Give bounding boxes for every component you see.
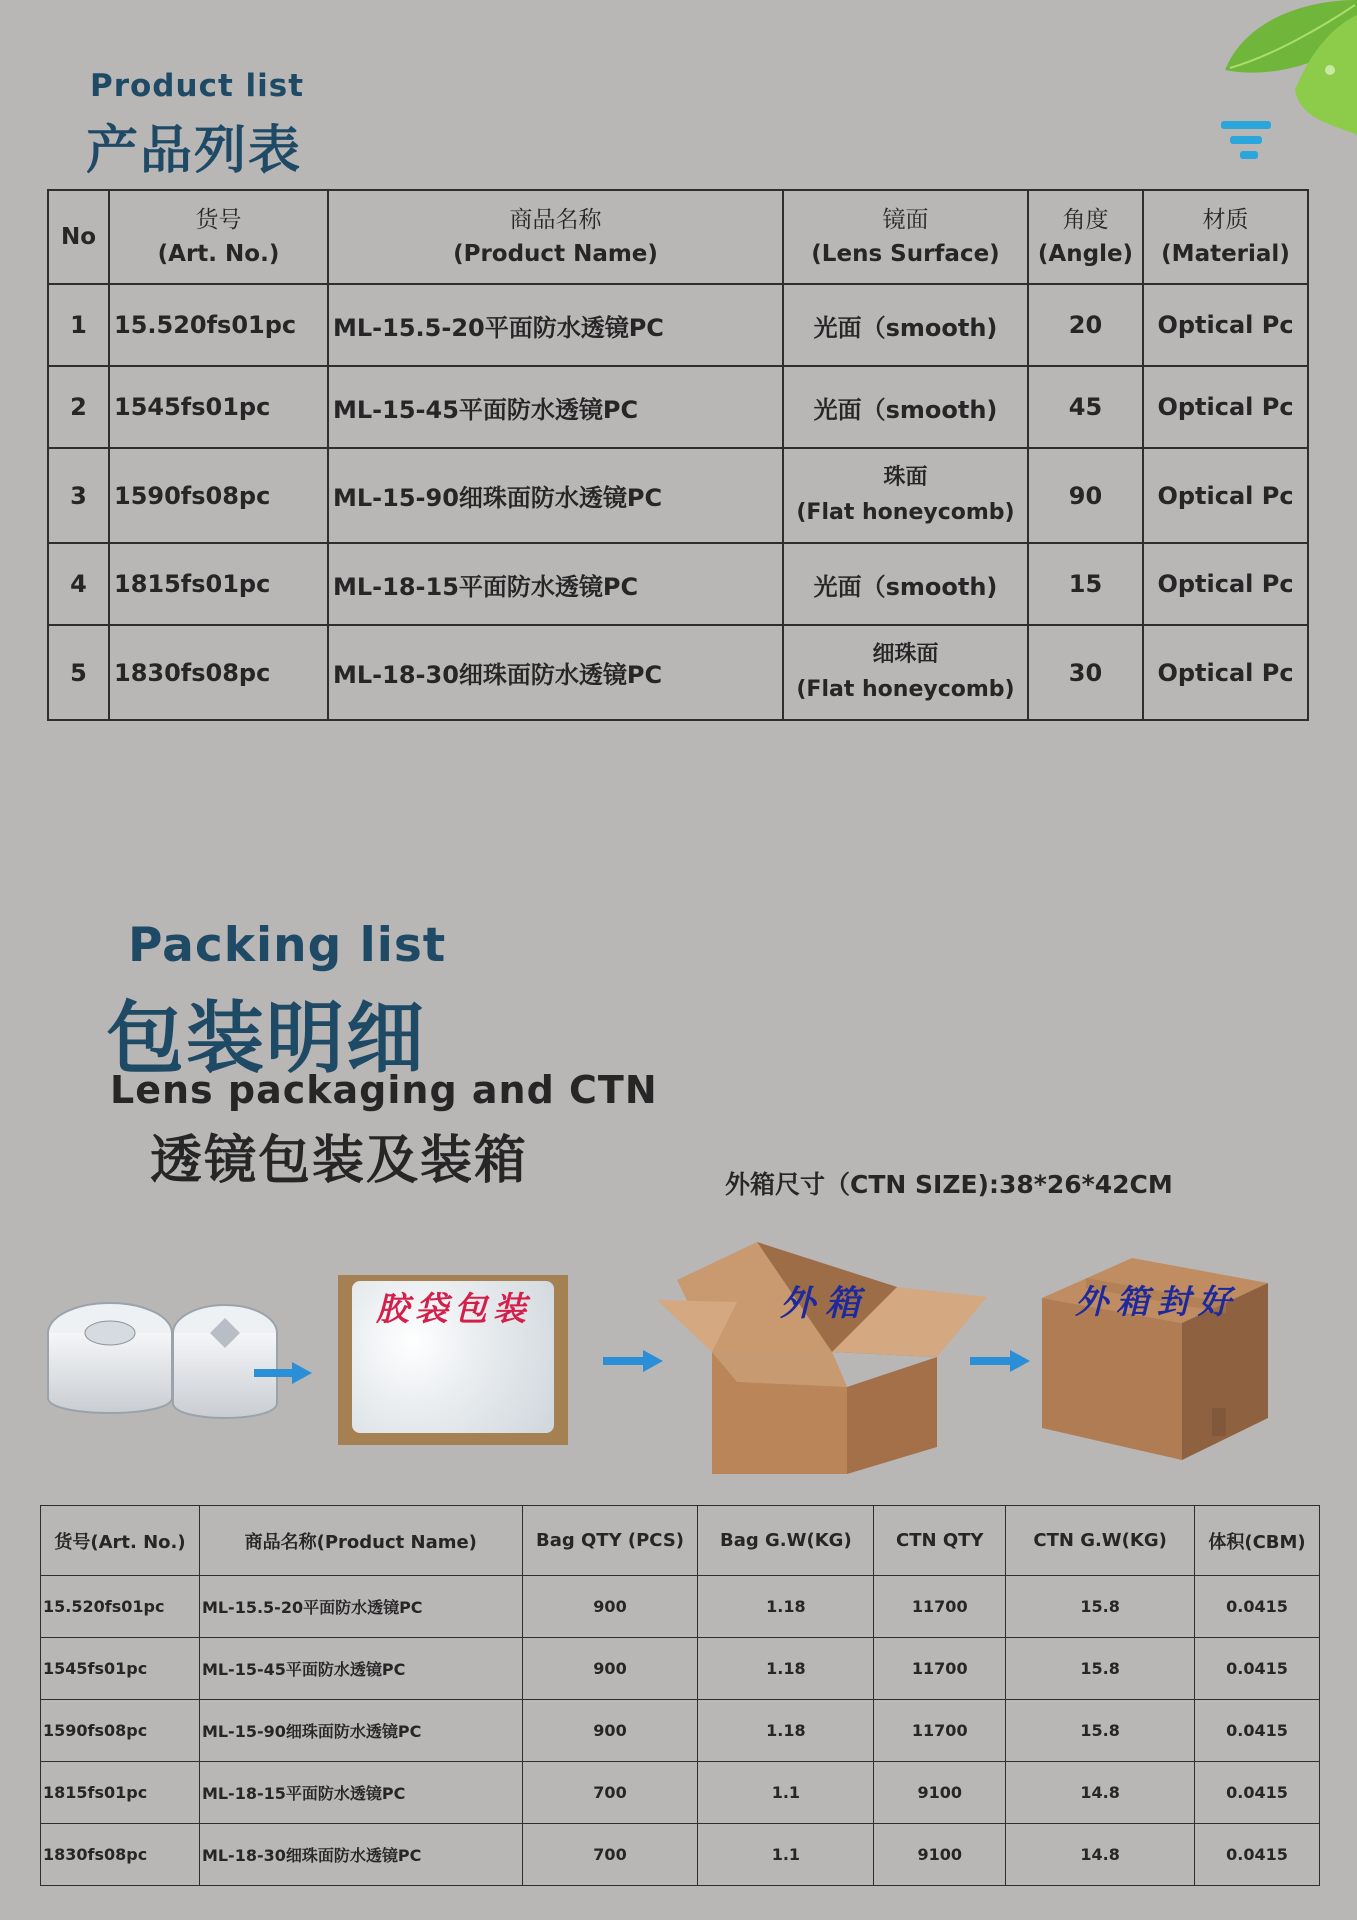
col-header-angle-cn: 角度 (1062, 206, 1109, 233)
cell-material: Optical Pc (1143, 366, 1308, 448)
cell-bag-gw: 1.18 (698, 1700, 874, 1762)
cell-bag-qty: 700 (522, 1762, 698, 1824)
product-table (47, 189, 1309, 721)
cell-no: 3 (48, 448, 109, 543)
cell-art: 1545fs01pc (41, 1638, 200, 1700)
col-header-ctn-gw: CTN G.W(KG) (1006, 1506, 1195, 1576)
packing-title-cn: 包装明细 (106, 994, 427, 1084)
cell-ctn-gw: 14.8 (1006, 1762, 1195, 1824)
col-header-ctn-qty: CTN QTY (874, 1506, 1006, 1576)
col-header-bag-gw: Bag G.W(KG) (698, 1506, 874, 1576)
bag-label: 胶袋包装 (376, 1289, 532, 1328)
cell-name: ML-15-45平面防水透镜PC (328, 366, 783, 448)
product-title-en: Product list (90, 68, 305, 104)
cell-name: ML-15-45平面防水透镜PC (199, 1638, 522, 1700)
cell-material: Optical Pc (1143, 284, 1308, 366)
packaging-subtitle-en: Lens packaging and CTN (110, 1068, 658, 1112)
packing-header-row (41, 1506, 1320, 1576)
col-header-art-en: (Art. No.) (157, 241, 280, 267)
product-title-cn: 产品列表 (86, 121, 303, 181)
packing-row (41, 1638, 1320, 1700)
cell-surface-en: smooth) (885, 572, 998, 601)
col-header-cbm: 体积(CBM) (1195, 1506, 1320, 1576)
product-header-row (48, 190, 1308, 284)
cell-no: 4 (48, 543, 109, 625)
cell-name: ML-15.5-20平面防水透镜PC (328, 284, 783, 366)
col-header-name-en: (Product Name) (453, 241, 658, 267)
col-header-art-cn: 货号 (195, 206, 242, 233)
cell-name: ML-15-90细珠面防水透镜PC (328, 448, 783, 543)
cell-angle: 90 (1028, 448, 1143, 543)
cell-cbm: 0.0415 (1195, 1762, 1320, 1824)
carton-label: 外箱 (780, 1283, 871, 1324)
cell-art: 1815fs01pc (41, 1762, 200, 1824)
product-row (48, 625, 1308, 720)
col-header-name (328, 190, 783, 284)
cell-surface-en: smooth) (885, 395, 998, 424)
cell-material: Optical Pc (1143, 543, 1308, 625)
cell-art: 1815fs01pc (109, 543, 328, 625)
col-header-no-label: No (60, 223, 97, 250)
cell-art: 1545fs01pc (109, 366, 328, 448)
product-row (48, 366, 1308, 448)
packing-row (41, 1762, 1320, 1824)
cell-name: ML-18-30细珠面防水透镜PC (328, 625, 783, 720)
cell-art: 15.520fs01pc (41, 1576, 200, 1638)
cell-ctn-gw: 15.8 (1006, 1576, 1195, 1638)
ctn-size-label: 外箱尺寸（CTN SIZE):38*26*42CM (725, 1170, 1173, 1199)
cell-ctn-gw: 15.8 (1006, 1700, 1195, 1762)
cell-surface (783, 366, 1028, 448)
cell-bag-gw: 1.18 (698, 1638, 874, 1700)
cell-surface-cn: 光面（ (813, 395, 886, 424)
cell-name: ML-18-30细珠面防水透镜PC (199, 1824, 522, 1886)
cell-bag-qty: 700 (522, 1824, 698, 1886)
cell-surface (783, 625, 1028, 720)
col-header-material-cn: 材质 (1202, 206, 1249, 233)
bag-package-image (338, 1275, 568, 1445)
cell-angle: 45 (1028, 366, 1143, 448)
cell-bag-qty: 900 (522, 1700, 698, 1762)
cell-bag-qty: 900 (522, 1638, 698, 1700)
filter-icon (1218, 118, 1274, 164)
cell-material: Optical Pc (1143, 448, 1308, 543)
arrow-icon (254, 1362, 312, 1384)
cell-angle: 30 (1028, 625, 1143, 720)
product-row (48, 448, 1308, 543)
cell-surface (783, 543, 1028, 625)
cell-surface-cn: 珠面 (883, 465, 928, 491)
col-header-angle (1028, 190, 1143, 284)
cell-surface-cn: 光面（ (813, 313, 886, 342)
cell-cbm: 0.0415 (1195, 1824, 1320, 1886)
packaging-subtitle-cn: 透镜包装及装箱 (150, 1131, 529, 1191)
arrow-icon (970, 1350, 1030, 1372)
cell-name: ML-18-15平面防水透镜PC (328, 543, 783, 625)
col-header-name: 商品名称(Product Name) (199, 1506, 522, 1576)
cell-surface-cn: 光面（ (813, 572, 886, 601)
cell-bag-gw: 1.1 (698, 1762, 874, 1824)
cell-ctn-qty: 11700 (874, 1638, 1006, 1700)
col-header-material (1143, 190, 1308, 284)
cell-ctn-qty: 11700 (874, 1576, 1006, 1638)
product-row (48, 284, 1308, 366)
cell-ctn-qty: 11700 (874, 1700, 1006, 1762)
cell-bag-gw: 1.1 (698, 1824, 874, 1886)
sealed-carton-label: 外箱封好 (1075, 1282, 1239, 1321)
col-header-surface (783, 190, 1028, 284)
cell-no: 1 (48, 284, 109, 366)
col-header-name-cn: 商品名称 (509, 206, 602, 233)
cell-art: 1590fs08pc (41, 1700, 200, 1762)
packing-title-en: Packing list (128, 918, 447, 973)
cell-art: 1830fs08pc (109, 625, 328, 720)
cell-art: 1590fs08pc (109, 448, 328, 543)
cell-ctn-gw: 15.8 (1006, 1638, 1195, 1700)
cell-no: 5 (48, 625, 109, 720)
col-header-art (109, 190, 328, 284)
cell-name: ML-18-15平面防水透镜PC (199, 1762, 522, 1824)
cell-cbm: 0.0415 (1195, 1576, 1320, 1638)
cell-art: 1830fs08pc (41, 1824, 200, 1886)
col-header-bag-qty: Bag QTY (PCS) (522, 1506, 698, 1576)
cell-surface-en: (Flat honeycomb) (796, 676, 1015, 702)
cell-bag-gw: 1.18 (698, 1576, 874, 1638)
packing-table (40, 1505, 1320, 1886)
cell-surface (783, 284, 1028, 366)
cell-surface-en: smooth) (885, 313, 998, 342)
col-header-art: 货号(Art. No.) (41, 1506, 200, 1576)
cell-ctn-gw: 14.8 (1006, 1824, 1195, 1886)
col-header-surface-cn: 镜面 (882, 206, 929, 233)
col-header-angle-en: (Angle) (1037, 241, 1134, 267)
cell-angle: 20 (1028, 284, 1143, 366)
packing-row (41, 1824, 1320, 1886)
cell-name: ML-15-90细珠面防水透镜PC (199, 1700, 522, 1762)
col-header-material-en: (Material) (1161, 241, 1290, 267)
cell-angle: 15 (1028, 543, 1143, 625)
cell-cbm: 0.0415 (1195, 1638, 1320, 1700)
cell-bag-qty: 900 (522, 1576, 698, 1638)
col-header-no (48, 190, 109, 284)
arrow-icon (603, 1350, 663, 1372)
cell-ctn-qty: 9100 (874, 1762, 1006, 1824)
cell-surface-en: (Flat honeycomb) (796, 499, 1015, 525)
cell-art: 15.520fs01pc (109, 284, 328, 366)
cell-material: Optical Pc (1143, 625, 1308, 720)
cell-surface (783, 448, 1028, 543)
cell-ctn-qty: 9100 (874, 1824, 1006, 1886)
cell-name: ML-15.5-20平面防水透镜PC (199, 1576, 522, 1638)
cell-surface-cn: 细珠面 (872, 642, 939, 668)
cell-no: 2 (48, 366, 109, 448)
cell-cbm: 0.0415 (1195, 1700, 1320, 1762)
packing-row (41, 1700, 1320, 1762)
packing-row (41, 1576, 1320, 1638)
product-row (48, 543, 1308, 625)
col-header-surface-en: (Lens Surface) (811, 241, 1000, 267)
